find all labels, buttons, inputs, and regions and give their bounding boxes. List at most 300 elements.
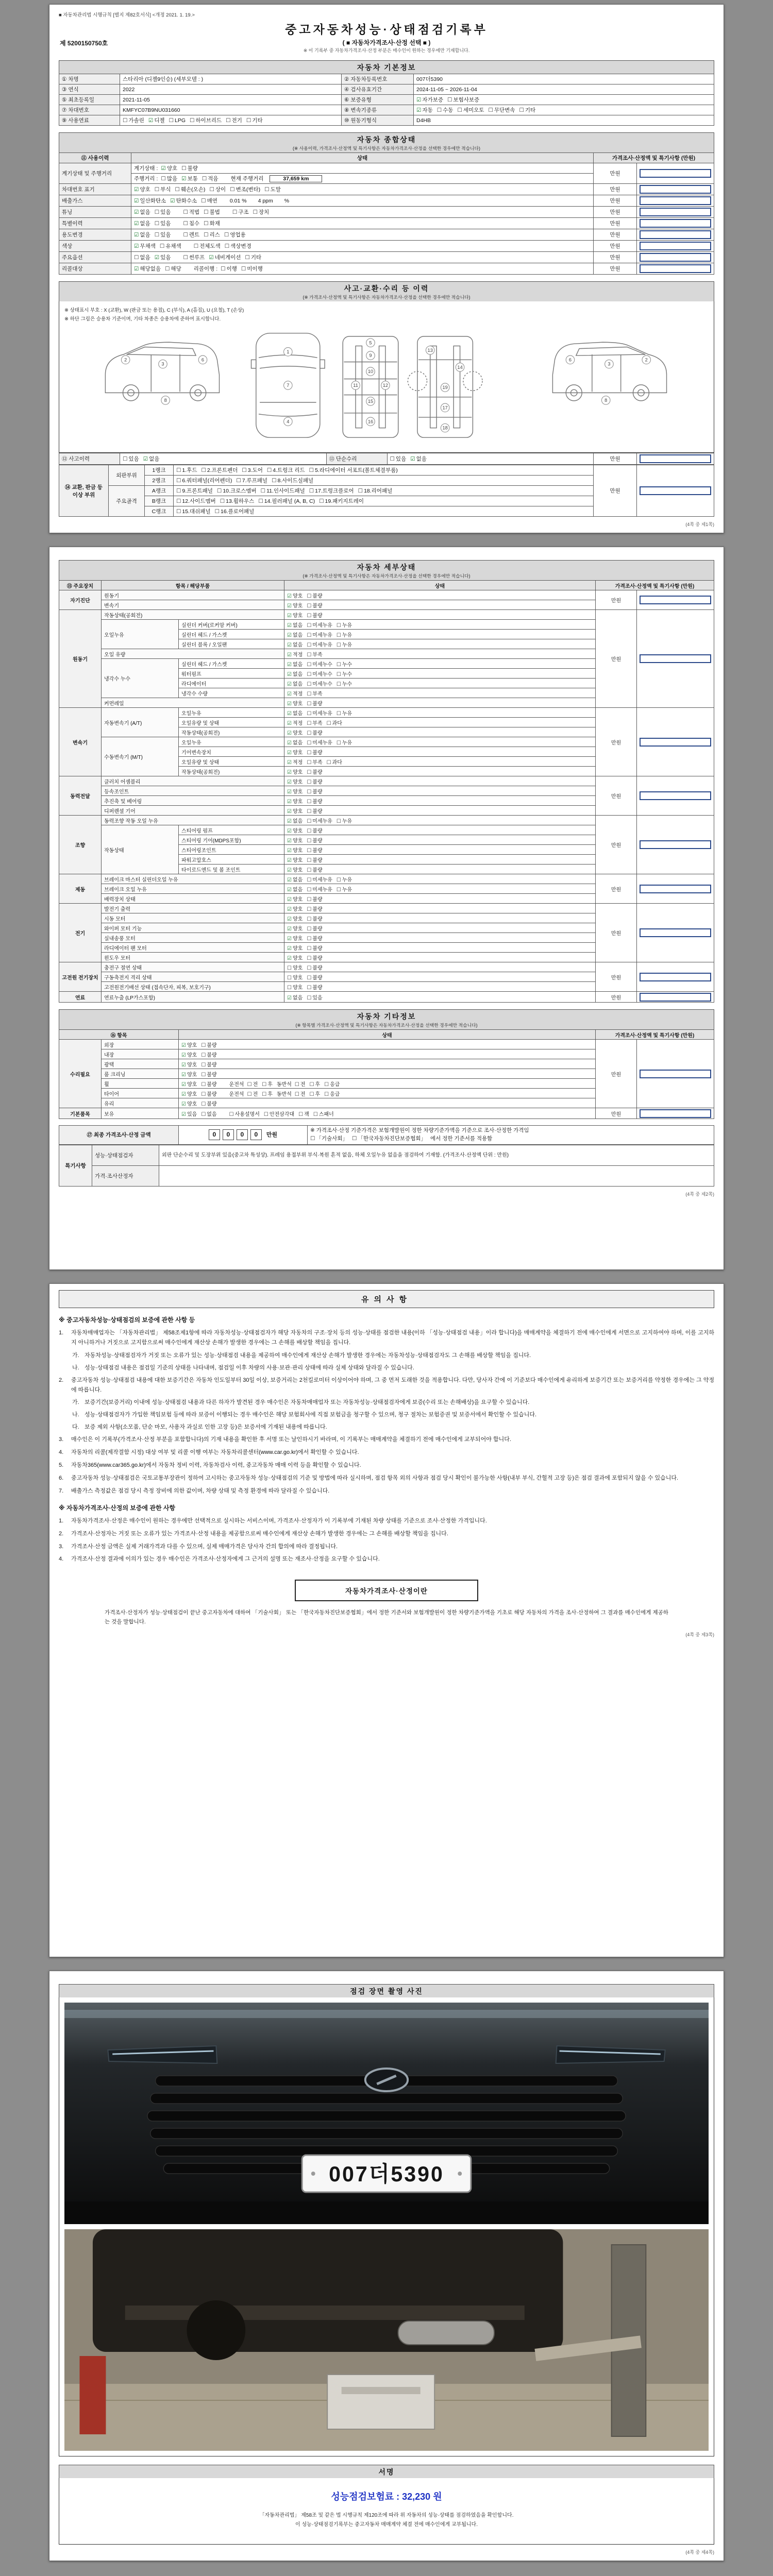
checkbox-unchecked[interactable]: ☐ 있음 (307, 995, 323, 1001)
checkbox-unchecked[interactable]: ☐ 불량 (201, 1042, 217, 1048)
checkbox-unchecked[interactable]: ☐ 해당 (165, 266, 181, 272)
checkbox-mark: ☐ (123, 117, 128, 124)
checkbox-unchecked[interactable]: ☐ 미세누유 (307, 710, 332, 717)
part-label: 라디에이터 (179, 679, 284, 688)
checkbox-checked[interactable]: ☑ 양호 (287, 857, 303, 863)
checkbox-unchecked[interactable]: ☐ 부족 (307, 759, 323, 766)
remark-input-box[interactable] (640, 791, 711, 800)
checkbox-checked[interactable]: ☑ 양호 (181, 1062, 197, 1068)
checkbox-unchecked[interactable]: ☐ 10.크로스멤버 (216, 488, 257, 494)
checkbox-unchecked[interactable]: ☐ 6.쿼터패널(리어펜더) (176, 478, 232, 484)
part-label: 실린더 블록 / 오일팬 (179, 639, 284, 649)
checkbox-unchecked[interactable]: ☐ 수동 (436, 107, 453, 113)
checkbox-checked[interactable]: ☑ 양호 (181, 1042, 197, 1048)
checkbox-checked[interactable]: ☑ 양호 (287, 945, 303, 952)
checkbox-checked[interactable]: ☑ 없음 (287, 671, 303, 677)
checkbox-unchecked[interactable]: ☐ 불량 (307, 808, 323, 815)
checkbox-unchecked[interactable]: ☐ 구조 (232, 209, 249, 215)
checkbox-checked[interactable]: ☑ 해당없음 (134, 266, 161, 272)
checkbox-checked[interactable]: ☑ 양호 (287, 916, 303, 922)
field-text: 스타리아 (디젤9인승) (세부모델 : ) (123, 76, 204, 82)
sign-section-title: 서명 (378, 2468, 395, 2476)
checkbox-unchecked[interactable]: ☐ 불량 (201, 1072, 217, 1078)
checkbox-unchecked[interactable]: ☐ 기타 (246, 117, 263, 124)
checkbox-unchecked[interactable]: ☐ 누유 (336, 740, 352, 746)
section-note: (※ 항목별 가격조사·산정액 및 특기사항은 자동차가격조사·산정을 선택한 경우에만 적습니다) (295, 1023, 478, 1028)
notice-subitem (72, 1398, 714, 1408)
state-options (284, 786, 596, 796)
checkbox-unchecked[interactable]: ☐ 불량 (307, 985, 323, 991)
checkbox-unchecked[interactable]: ☐ 불량 (307, 848, 323, 854)
checkbox-unchecked[interactable]: ☐ 응급 (324, 1081, 340, 1088)
checkbox-checked[interactable]: ☑ 양호 (287, 867, 303, 873)
checkbox-unchecked[interactable]: ☐ 있음 (390, 456, 407, 462)
checkbox-checked[interactable]: ☑ 자동 (416, 107, 433, 113)
checkbox-checked[interactable]: ☑ 양호 (287, 779, 303, 785)
checkbox-checked[interactable]: ☑ 양호 (287, 828, 303, 834)
checkbox-mark: ☐ (204, 232, 209, 238)
checkbox-mark: ☑ (287, 671, 292, 677)
remark-input-box[interactable] (640, 1070, 711, 1078)
fee-label: 성능점검보험료 : (331, 2492, 400, 2502)
checkbox-checked[interactable]: ☑ 없음 (287, 877, 303, 883)
checkbox-checked[interactable]: ☑ 양호 (287, 613, 303, 619)
checkbox-unchecked[interactable]: ☐ 누유 (336, 877, 352, 883)
checkbox-unchecked[interactable]: ☐ 후 (309, 1091, 321, 1097)
checkbox-unchecked[interactable]: ☐ 불량 (307, 799, 323, 805)
part-label: 타이로드엔드 및 볼 조인트 (179, 865, 284, 874)
remark-input-box[interactable] (640, 264, 711, 273)
checkbox-mark: ☐ (226, 117, 231, 124)
checkbox-unchecked[interactable]: ☐ 훼손(오손) (175, 187, 206, 193)
checkbox-unchecked[interactable]: ☐ LPG (169, 117, 186, 124)
checkbox-checked[interactable]: ☑ 양호 (287, 936, 303, 942)
checkbox-unchecked[interactable]: ☐ 누유 (336, 887, 352, 893)
checkbox-unchecked[interactable]: ☐ 불량 (307, 838, 323, 844)
checkbox-unchecked[interactable]: ☐ 리스 (204, 232, 220, 238)
remark-input-box[interactable] (640, 596, 711, 604)
checkbox-checked[interactable]: ☑ 양호 (287, 799, 303, 805)
checkbox-checked[interactable]: ☑ 없음 (134, 221, 150, 227)
checkbox-checked[interactable]: ☑ 양호 (287, 603, 303, 609)
overall-row-state (131, 252, 594, 263)
checkbox-unchecked[interactable]: ☐ 불량 (307, 906, 323, 912)
checkbox-unchecked[interactable]: ☐ 누유 (336, 710, 352, 717)
field-text: 계기상태 : (134, 165, 158, 172)
notice-item-number: 5. (59, 1462, 64, 1468)
checkbox-unchecked[interactable]: ☐ 불량 (201, 1091, 217, 1097)
checkbox-unchecked[interactable]: ☐ 기타 (245, 255, 262, 261)
checkbox-unchecked[interactable]: ☐ 누수 (336, 681, 352, 687)
checkbox-checked[interactable]: ☑ 있음 (181, 1111, 197, 1117)
checkbox-unchecked[interactable]: ☐ 불량 (307, 593, 323, 599)
basic-field-value (120, 115, 342, 126)
checkbox-checked[interactable]: ☑ 양호 (181, 1101, 197, 1107)
checkbox-checked[interactable]: ☑ 양호 (287, 906, 303, 912)
checkbox-mark: ☐ (519, 107, 524, 113)
price-amount-cell: 만원 (594, 195, 637, 207)
checkbox-unchecked[interactable]: ☐ 후 (262, 1081, 273, 1088)
checkbox-unchecked[interactable]: ☐ 불량 (307, 779, 323, 785)
checkbox-unchecked[interactable]: ☐ 보험사보증 (447, 97, 480, 103)
checkbox-unchecked[interactable]: ☐ 도말 (264, 187, 281, 193)
checkbox-mark: ☐ (201, 1072, 206, 1078)
checkbox-unchecked[interactable]: ☐ 미세누유 (307, 887, 332, 893)
notice-item (59, 1376, 714, 1395)
checkbox-unchecked[interactable]: ☐ 상이 (209, 187, 226, 193)
checkbox-unchecked[interactable]: ☐ 불량 (307, 867, 323, 873)
checkbox-unchecked[interactable]: ☐ 미세누수 (307, 662, 332, 668)
checkbox-unchecked[interactable]: ☐ 썬루프 (183, 255, 205, 261)
overall-row-label: 리콜대상 (59, 263, 131, 275)
checkbox-mark: ☐ (336, 740, 341, 746)
remark-box-cell (637, 163, 714, 184)
checkbox-checked[interactable]: ☑ 양호 (181, 1072, 197, 1078)
checkbox-checked[interactable]: ☑ 양호 (287, 896, 303, 903)
checkbox-mark: ☐ (183, 232, 188, 238)
diagram-marker-number: 19 (442, 385, 448, 391)
checkbox-unchecked[interactable]: ☐ 미세누유 (307, 622, 332, 629)
checkbox-unchecked[interactable]: ☐ 전 (294, 1091, 306, 1097)
checkbox-unchecked[interactable]: ☐ 하이브리드 (190, 117, 222, 124)
remark-input-box[interactable] (640, 973, 711, 981)
notice-item-text: 매수인은 이 기록부(가격조사·산정 부분을 포함합니다)의 기재 내용을 확인한 후 서명 또는 날인하시기 바라며, 이 기록부는 매매계약을 체결하기 전에 매수인에게 교부되어야 합니다. (71, 1436, 511, 1443)
checkbox-unchecked[interactable]: ☐ 불량 (307, 603, 323, 609)
overall-row-state (131, 195, 594, 207)
remark-input-box[interactable] (640, 654, 711, 663)
checkbox-unchecked[interactable]: ☐ 안전삼각대 (263, 1111, 295, 1117)
checkbox-checked[interactable]: ☑ 양호 (161, 165, 178, 172)
checkbox-mark: ☐ (287, 965, 292, 971)
checkbox-mark: ☑ (287, 867, 292, 873)
checkbox-unchecked[interactable]: ☐ 미이행 (241, 266, 263, 272)
checkbox-mark: ☐ (307, 613, 312, 619)
checkbox-unchecked[interactable]: ☐ 부족 (307, 720, 323, 726)
checkbox-unchecked[interactable]: ☐ 양호 (287, 985, 303, 991)
checkbox-checked[interactable]: ☑ 적정 (287, 691, 303, 697)
checkbox-unchecked[interactable]: ☐ 기타 (519, 107, 536, 113)
checkbox-unchecked[interactable]: ☐ 부족 (307, 652, 323, 658)
checkbox-unchecked[interactable]: ☐ 영업용 (224, 232, 246, 238)
checkbox-checked[interactable]: ☑ 양호 (181, 1091, 197, 1097)
checkbox-unchecked[interactable]: ☐ 변조(변타) (230, 187, 261, 193)
checkbox-unchecked[interactable]: ☐ 불량 (307, 750, 323, 756)
checkbox-checked[interactable]: ☑ 없음 (287, 632, 303, 638)
checkbox-unchecked[interactable]: ☐ 12.사이드멤버 (176, 498, 216, 504)
checkbox-unchecked[interactable]: ☐ 많음 (161, 176, 178, 182)
checkbox-checked[interactable]: ☑ 네비게이션 (209, 255, 241, 261)
checkbox-unchecked[interactable]: ☐ 양호 (287, 975, 303, 981)
checkbox-checked[interactable]: ☑ 보통 (181, 176, 198, 182)
checkbox-unchecked[interactable]: ☐ 있음 (154, 232, 171, 238)
checkbox-checked[interactable]: ☑ 무채색 (134, 243, 156, 249)
checkbox-unchecked[interactable]: ☐ 잭 (298, 1111, 309, 1117)
checkbox-unchecked[interactable]: ☐ 4.트렁크 리드 (266, 467, 305, 473)
field-text: KMFYC07B9NU031660 (123, 107, 180, 113)
checkbox-mark: ☐ (190, 117, 195, 124)
diagram-marker-number: 2 (124, 357, 127, 363)
checkbox-unchecked[interactable]: ☐ 13.휠하우스 (220, 498, 255, 504)
checkbox-unchecked[interactable]: ☐ 전 (294, 1081, 306, 1088)
checkbox-checked[interactable]: ☑ 자가보증 (416, 97, 443, 103)
final-price-value (179, 1126, 308, 1145)
checkbox-checked[interactable]: ☑ 있음 (154, 255, 171, 261)
remark-input-box[interactable] (640, 219, 711, 228)
checkbox-unchecked[interactable]: ☐ 전 (247, 1091, 258, 1097)
checkbox-checked[interactable]: ☑ 적정 (287, 759, 303, 766)
checkbox-unchecked[interactable]: ☐ 유채색 (159, 243, 181, 249)
checkbox-checked[interactable]: ☑ 없음 (287, 622, 303, 629)
checkbox-unchecked[interactable]: ☐ 19.패키지트레이 (319, 498, 364, 504)
checkbox-unchecked[interactable]: ☐ 불량 (307, 896, 323, 903)
checkbox-unchecked[interactable]: ☐ 전 (247, 1081, 258, 1088)
checkbox-unchecked[interactable]: ☐ 8.사이드실패널 (272, 478, 314, 484)
checkbox-checked[interactable]: ☑ 없음 (287, 740, 303, 746)
checkbox-checked[interactable]: ☑ 양호 (287, 926, 303, 932)
checkbox-mark: ☐ (447, 97, 452, 103)
checkbox-checked[interactable]: ☑ 없음 (287, 642, 303, 648)
checkbox-unchecked[interactable]: ☐ 14.필러패널 (A, B, C) (258, 498, 315, 504)
checkbox-unchecked[interactable]: ☐ 미세누유 (307, 740, 332, 746)
notice-item-number: 2. (59, 1530, 64, 1537)
checkbox-checked[interactable]: ☑ 양호 (134, 187, 150, 193)
notice-subitem-text: 성능·상태점검 내용은 점검일 기준의 상태를 나타내며, 점검일 이후 차량의 사용·보관·관리 상태에 따라 실제 상태와 달라질 수 있습니다. (85, 1364, 414, 1371)
checkbox-unchecked[interactable]: ☐ 화재 (204, 221, 220, 227)
checkbox-unchecked[interactable]: ☐ 후 (262, 1091, 273, 1097)
checkbox-unchecked[interactable]: ☐ 11.인사이드패널 (260, 488, 305, 494)
checkbox-unchecked[interactable]: ☐ 있음 (123, 456, 139, 462)
checkbox-checked[interactable]: ☑ 양호 (287, 750, 303, 756)
checkbox-unchecked[interactable]: ☐ 불량 (307, 613, 323, 619)
checkbox-unchecked[interactable]: ☐ 부식 (154, 187, 171, 193)
checkbox-unchecked[interactable]: ☐ 불량 (307, 975, 323, 981)
checkbox-unchecked[interactable]: ☐ 매연 (201, 198, 217, 204)
checkbox-checked[interactable]: ☑ 없음 (287, 887, 303, 893)
checkbox-unchecked[interactable]: ☐ 있음 (154, 221, 171, 227)
checkbox-checked[interactable]: ☑ 탄화수소 (170, 198, 197, 204)
checkbox-mark: ☑ (148, 117, 154, 124)
remark-input-box[interactable] (640, 928, 711, 937)
checkbox-unchecked[interactable]: ☐ 18.리어패널 (358, 488, 393, 494)
checkbox-unchecked[interactable]: ☐ 불량 (181, 165, 198, 172)
state-options (284, 737, 596, 747)
checkbox-unchecked[interactable]: ☐ 불량 (307, 828, 323, 834)
checkbox-unchecked[interactable]: ☐ 응급 (324, 1091, 340, 1097)
item-label: 구동축전지 격리 상태 (102, 972, 284, 982)
simple-repair-flag-state (387, 453, 594, 465)
remark-input-box[interactable] (640, 1109, 711, 1118)
car-outline-diagram (64, 323, 709, 450)
checkbox-mark: ☑ (143, 456, 148, 462)
checkbox-unchecked[interactable]: ☐ 불량 (307, 936, 323, 942)
etc-item-state (179, 1069, 596, 1079)
checkbox-unchecked[interactable]: ☐ 색상변경 (224, 243, 251, 249)
final-price-section (59, 1125, 714, 1145)
checkbox-mark: ☐ (159, 243, 165, 249)
checkbox-checked[interactable]: ☑ 적정 (287, 652, 303, 658)
notice-item-text: 자동차365(www.car365.go.kr)에서 자동차 정비 이력, 자동차검사 이력, 중고자동차 매매 이력 등을 확인할 수 있습니다. (71, 1462, 361, 1468)
checkbox-unchecked[interactable]: ☐ 17.트렁크플로어 (309, 488, 354, 494)
checkbox-mark: ☐ (307, 759, 312, 766)
checkbox-checked[interactable]: ☑ 없음 (287, 710, 303, 717)
checkbox-unchecked[interactable]: ☐ 불량 (307, 945, 323, 952)
checkbox-checked[interactable]: ☑ 양호 (287, 808, 303, 815)
checkbox-checked[interactable]: ☑ 일산화탄소 (134, 198, 166, 204)
remark-input-box[interactable] (640, 840, 711, 849)
checkbox-checked[interactable]: ☑ 적정 (287, 720, 303, 726)
checkbox-unchecked[interactable]: ☐ 누수 (336, 662, 352, 668)
remark-input-box[interactable] (640, 242, 711, 250)
notice-item (59, 1473, 714, 1483)
checkbox-unchecked[interactable]: ☐ 누유 (336, 622, 352, 629)
checkbox-checked[interactable]: ☑ 없음 (134, 232, 150, 238)
checkbox-checked[interactable]: ☑ 양호 (181, 1081, 197, 1088)
checkbox-unchecked[interactable]: ☐ 누유 (336, 642, 352, 648)
checkbox-unchecked[interactable]: ☐ 적음 (201, 176, 219, 182)
checkbox-unchecked[interactable]: ☐ 렌트 (183, 232, 200, 238)
remark-input-box[interactable] (640, 454, 711, 463)
checkbox-checked[interactable]: ☑ 양호 (287, 838, 303, 844)
checkbox-mark: ☐ (298, 1111, 304, 1117)
checkbox-unchecked[interactable]: ☐ 불량 (307, 789, 323, 795)
checkbox-unchecked[interactable]: ☐ 미세누유 (307, 632, 332, 638)
checkbox-unchecked[interactable]: ☐ 누유 (336, 818, 352, 824)
checkbox-unchecked[interactable]: ☐ 전기 (226, 117, 242, 124)
accident-section-header (59, 281, 714, 301)
checkbox-mark: ☐ (307, 896, 312, 903)
checkbox-checked[interactable]: ☑ 없음 (134, 209, 150, 215)
checkbox-unchecked[interactable]: ☐ 불량 (307, 730, 323, 736)
col-item: ⑯ 항목 (59, 1030, 179, 1040)
checkbox-mark: ☑ (287, 945, 292, 952)
checkbox-mark: ☐ (246, 117, 251, 124)
overall-row-state (131, 229, 594, 241)
diagram-marker-number: 9 (369, 353, 372, 359)
checkbox-unchecked[interactable]: ☐ 9.프론트패널 (176, 488, 213, 494)
checkbox-unchecked[interactable]: ☐ 미세누수 (307, 671, 332, 677)
remark-input-box[interactable] (640, 196, 711, 205)
checkbox-unchecked[interactable]: ☐ 있음 (154, 209, 171, 215)
checkbox-checked[interactable]: ☑ 양호 (287, 789, 303, 795)
etc-item-label: 보유 (102, 1108, 179, 1119)
remark-input-box[interactable] (640, 993, 711, 1002)
checkbox-unchecked[interactable]: ☐ 누유 (336, 632, 352, 638)
basic-field-label: ⑨ 사용연료 (59, 115, 120, 126)
checkbox-unchecked[interactable]: ☐ 16.플로어패널 (214, 509, 255, 515)
checkbox-unchecked[interactable]: ☐ 미세누유 (307, 818, 332, 824)
checkbox-checked[interactable]: ☑ 양호 (287, 955, 303, 961)
checkbox-unchecked[interactable]: ☐ 스패너 (313, 1111, 334, 1117)
panel-parts (174, 476, 594, 486)
panel-parts (174, 486, 594, 496)
checkbox-checked[interactable]: ☑ 디젤 (148, 117, 165, 124)
remark-input-box[interactable] (640, 738, 711, 747)
checkbox-unchecked[interactable]: ☐ 후 (309, 1081, 321, 1088)
checkbox-unchecked[interactable]: ☐ 없음 (134, 255, 150, 261)
remark-input-box[interactable] (640, 185, 711, 194)
checkbox-unchecked[interactable]: ☐ 불량 (307, 955, 323, 961)
checkbox-unchecked[interactable]: ☐ 불량 (307, 701, 323, 707)
checkbox-unchecked[interactable]: ☐ 「기술사회」 (310, 1135, 348, 1142)
checkbox-unchecked[interactable]: ☐ 1.후드 (176, 467, 197, 473)
checkbox-unchecked[interactable]: ☐ 장치 (253, 209, 270, 215)
checkbox-unchecked[interactable]: ☐ 미세누유 (307, 877, 332, 883)
checkbox-unchecked[interactable]: ☐ 과다 (326, 759, 342, 766)
checkbox-unchecked[interactable]: ☐ 미세누유 (307, 642, 332, 648)
checkbox-unchecked[interactable]: ☐ 3.도어 (242, 467, 263, 473)
checkbox-unchecked[interactable]: ☐ 불량 (307, 857, 323, 863)
checkbox-checked[interactable]: ☑ 양호 (287, 701, 303, 707)
checkbox-unchecked[interactable]: ☐ 불량 (201, 1052, 217, 1058)
remark-input-box[interactable] (640, 169, 711, 178)
checkbox-checked[interactable]: ☑ 양호 (287, 848, 303, 854)
remark-input-box[interactable] (640, 486, 711, 495)
checkbox-checked[interactable]: ☑ 없음 (410, 456, 427, 462)
remark-input-box[interactable] (640, 230, 711, 239)
state-options (284, 620, 596, 630)
page-1 (49, 4, 724, 533)
diagram-marker-number: 8 (604, 397, 608, 403)
checkbox-unchecked[interactable]: ☐ 무단변속 (488, 107, 515, 113)
checkbox-unchecked[interactable]: ☐ 누수 (336, 671, 352, 677)
checkbox-unchecked[interactable]: ☐ 불량 (307, 769, 323, 775)
checkbox-unchecked[interactable]: ☐ 2.프론트펜더 (201, 467, 238, 473)
checkbox-checked[interactable]: ☑ 없음 (287, 818, 303, 824)
checkbox-unchecked[interactable]: ☐ 미세누수 (307, 681, 332, 687)
checkbox-unchecked[interactable]: ☐ 불량 (307, 965, 323, 971)
notice-subitem-number: 가. (72, 1399, 79, 1406)
checkbox-unchecked[interactable]: ☐ 세미오토 (457, 107, 484, 113)
checkbox-unchecked[interactable]: ☐ 양호 (287, 965, 303, 971)
checkbox-checked[interactable]: ☑ 양호 (287, 730, 303, 736)
checkbox-checked[interactable]: ☑ 양호 (287, 593, 303, 599)
checkbox-unchecked[interactable]: ☐ 적법 (183, 209, 200, 215)
checkbox-checked[interactable]: ☑ 없음 (143, 456, 160, 462)
checkbox-unchecked[interactable]: ☐ 7.루프패널 (236, 478, 268, 484)
checkbox-unchecked[interactable]: ☐ 불량 (201, 1101, 217, 1107)
state-options (284, 972, 596, 982)
checkbox-unchecked[interactable]: ☐ 침수 (183, 221, 200, 227)
checkbox-unchecked[interactable]: ☐ 불량 (201, 1081, 217, 1088)
checkbox-mark: ☑ (287, 691, 292, 697)
state-options (284, 913, 596, 923)
checkbox-unchecked[interactable]: ☐ 가솔린 (123, 117, 144, 124)
checkbox-checked[interactable]: ☑ 없음 (287, 681, 303, 687)
checkbox-checked[interactable]: ☑ 양호 (287, 769, 303, 775)
photo-section-title: 점검 장면 촬영 사진 (350, 1987, 423, 1995)
checkbox-unchecked[interactable]: ☐ 없음 (201, 1111, 217, 1117)
checkbox-unchecked[interactable]: ☐ 사용설명서 (229, 1111, 260, 1117)
checkbox-unchecked[interactable]: ☐ 전체도색 (193, 243, 221, 249)
remark-input-box[interactable] (640, 885, 711, 893)
checkbox-unchecked[interactable]: ☐ 이행 (221, 266, 237, 272)
remark-input-box[interactable] (640, 253, 711, 262)
checkbox-unchecked[interactable]: ☐ 과다 (326, 720, 342, 726)
checkbox-unchecked[interactable]: ☐ 부족 (307, 691, 323, 697)
checkbox-unchecked[interactable]: ☐ 「한국자동차진단보증협회」 (352, 1135, 426, 1142)
checkbox-checked[interactable]: ☑ 양호 (181, 1052, 197, 1058)
checkbox-unchecked[interactable]: ☐ 불법 (204, 209, 220, 215)
checkbox-checked[interactable]: ☑ 없음 (287, 995, 303, 1001)
checkbox-unchecked[interactable]: ☐ 5.라디에이터 서포트(볼트체결부품) (309, 467, 398, 473)
checkbox-checked[interactable]: ☑ 없음 (287, 662, 303, 668)
checkbox-unchecked[interactable]: ☐ 15.대쉬패널 (176, 509, 211, 515)
checkbox-unchecked[interactable]: ☐ 불량 (307, 916, 323, 922)
page-number: (4쪽 중 제2쪽) (685, 1191, 714, 1197)
checkbox-unchecked[interactable]: ☐ 불량 (201, 1062, 217, 1068)
checkbox-unchecked[interactable]: ☐ 불량 (307, 926, 323, 932)
remark-input-box[interactable] (640, 208, 711, 216)
